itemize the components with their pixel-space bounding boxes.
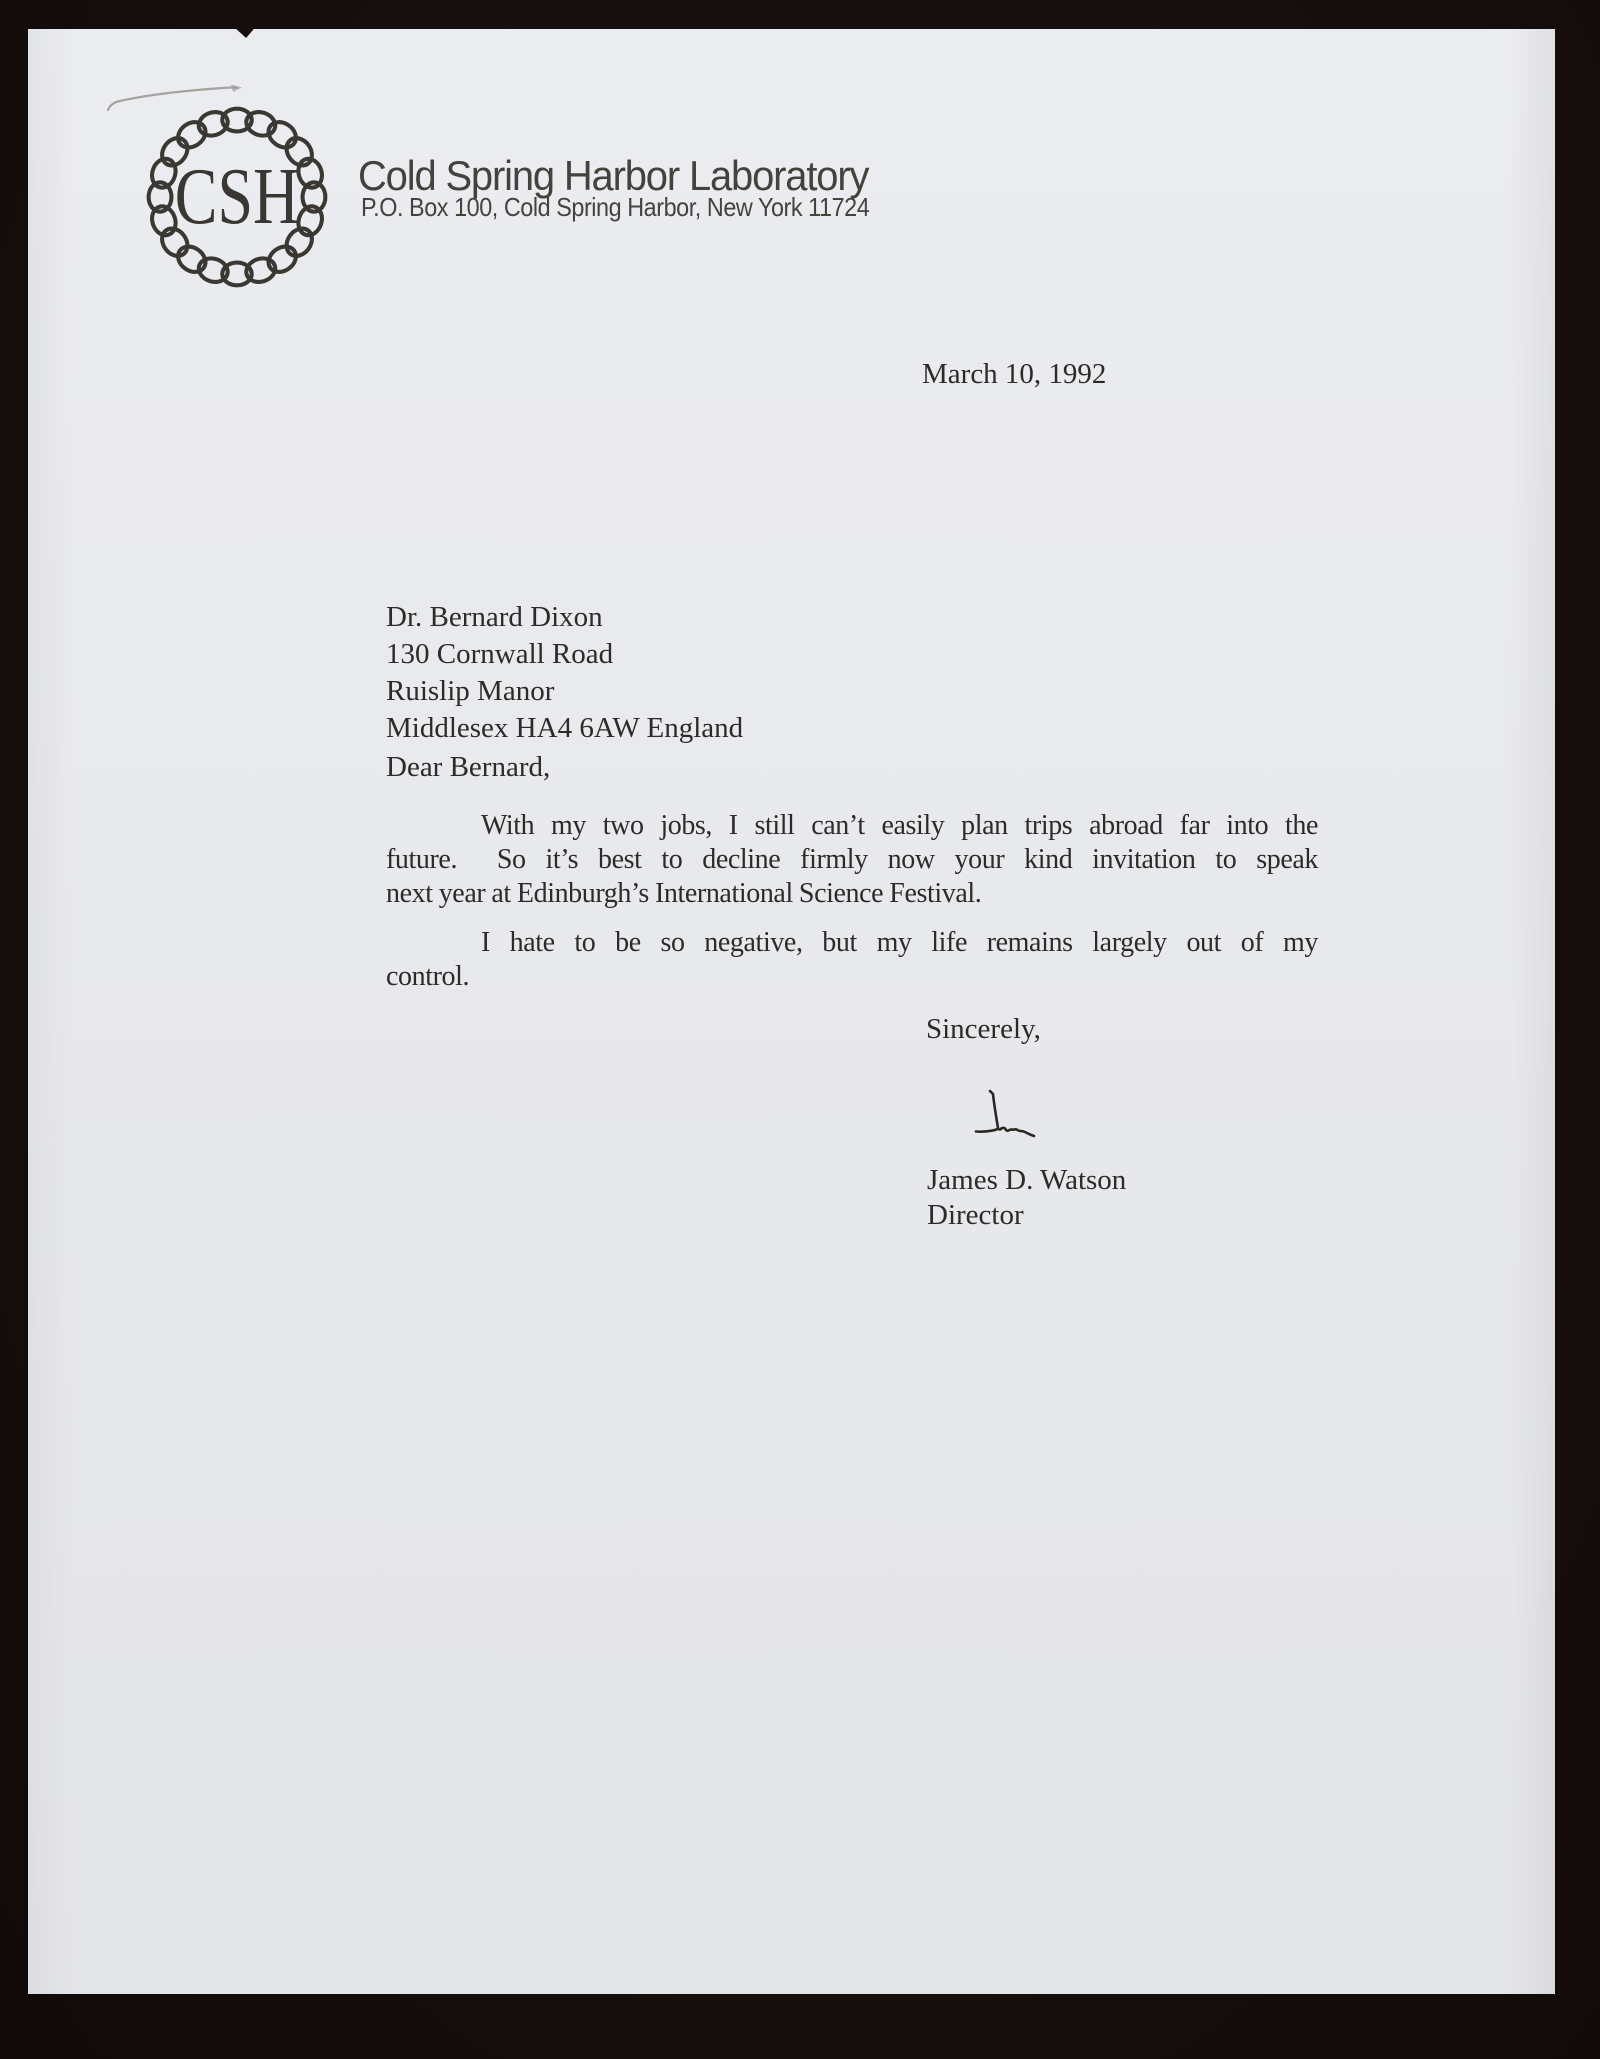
closing-line: Sincerely, — [926, 1013, 1041, 1045]
recipient-line: Dr. Bernard Dixon — [386, 601, 603, 633]
recipient-block — [386, 599, 743, 747]
recipient-line: Ruislip Manor — [386, 675, 555, 707]
paper-edge-notch — [234, 29, 256, 38]
body-line: next year at Edinburgh’s International Science Festival. — [386, 878, 982, 909]
salutation: Dear Bernard, — [386, 751, 551, 783]
csh-logo — [142, 102, 332, 292]
date-line: March 10, 1992 — [922, 358, 1107, 390]
body-line: control. — [386, 961, 470, 992]
recipient-line: 130 Cornwall Road — [386, 638, 614, 670]
body-line: I hate to be so negative, but my life remains largely out of my — [481, 927, 1318, 958]
signature-icon — [955, 1078, 1065, 1158]
logo-monogram: CSH — [174, 152, 300, 241]
body-line: future. So it’s best to decline firmly now your kind invitation to speak — [386, 844, 1318, 875]
body-paragraph — [386, 809, 1318, 911]
sender-block — [927, 1163, 1126, 1233]
sender-name: James D. Watson — [927, 1164, 1127, 1196]
recipient-line: Middlesex HA4 6AW England — [386, 712, 744, 744]
sender-title: Director — [927, 1199, 1024, 1231]
body-paragraph — [386, 926, 1318, 994]
org-name: Cold Spring Harbor Laboratory — [358, 152, 869, 199]
body-line: With my two jobs, I still can’t easily plan trips abroad far into the — [481, 810, 1318, 841]
letter-page — [28, 29, 1555, 1994]
org-address: P.O. Box 100, Cold Spring Harbor, New York 11724 — [361, 192, 870, 222]
